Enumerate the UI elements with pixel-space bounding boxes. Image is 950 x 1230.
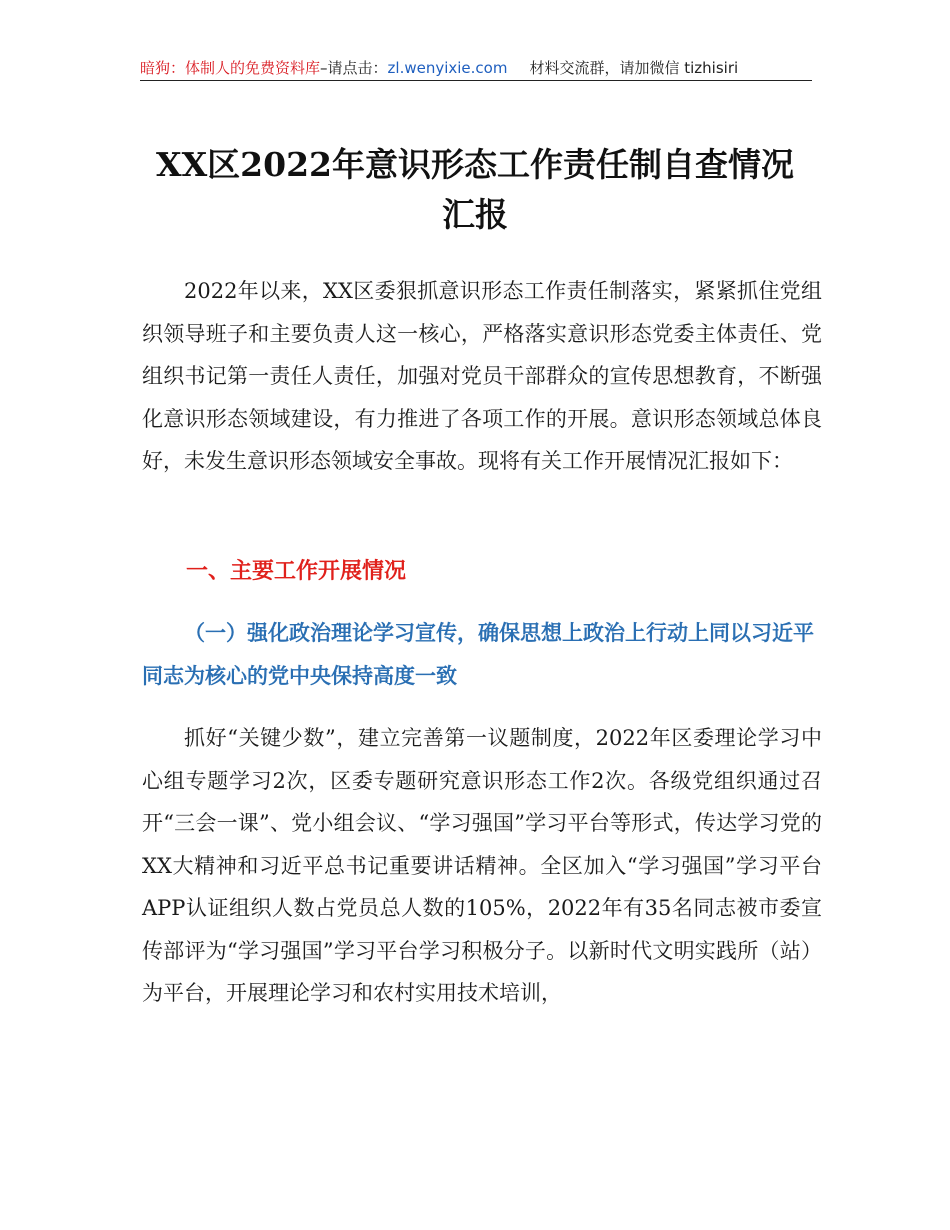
- header-link[interactable]: zl.wenyixie.com: [387, 59, 508, 77]
- header-click-prompt: –请点击：: [320, 59, 388, 77]
- page-header: [140, 56, 812, 80]
- header-source-label: 暗狗：体制人的免费资料库: [140, 59, 321, 77]
- subsection-heading: （一）强化政治理论学习宣传，确保思想上政治上行动上同以习近平同志为核心的党中央保持高度一致: [142, 620, 814, 688]
- title-line-2: 汇报: [442, 195, 508, 234]
- header-wechat-note: 材料交流群，请加微信 tizhisiri: [529, 59, 739, 77]
- subsection-body-paragraph: 抓好“关键少数”，建立完善第一议题制度，2022年区委理论学习中心组专题学习2次，区委专题研究意识形态工作2次。各级党组织通过召开“三会一课”、党小组会议、“学习强国”学习平台等形式，传达学习党的XX大精神和习近平总书记重要讲话精神。全区加入“学习强国”学习平台APP认证组织人数占党员总人数的105%，2022年有35名同志被市委宣传部评为“学习强国”学习平台学习积极分子。以新时代文明实践所（站）为平台，开展理论学习和农村实用技术培训，: [142, 726, 822, 1005]
- header-divider: [140, 80, 812, 81]
- title-line-1: XX区2022年意识形态工作责任制自查情况: [155, 145, 795, 184]
- document-title: [100, 140, 850, 240]
- section-heading: 一、主要工作开展情况: [186, 559, 407, 584]
- intro-paragraph: 2022年以来，XX区委狠抓意识形态工作责任制落实，紧紧抓住党组织领导班子和主要负责人这一核心，严格落实意识形态党委主体责任、党组织书记第一责任人责任，加强对党员干部群众的宣传思想教育，不断强化意识形态领域建设，有力推进了各项工作的开展。意识形态领域总体良好，未发生意识形态领域安全事故。现将有关工作开展情况汇报如下：: [142, 279, 822, 473]
